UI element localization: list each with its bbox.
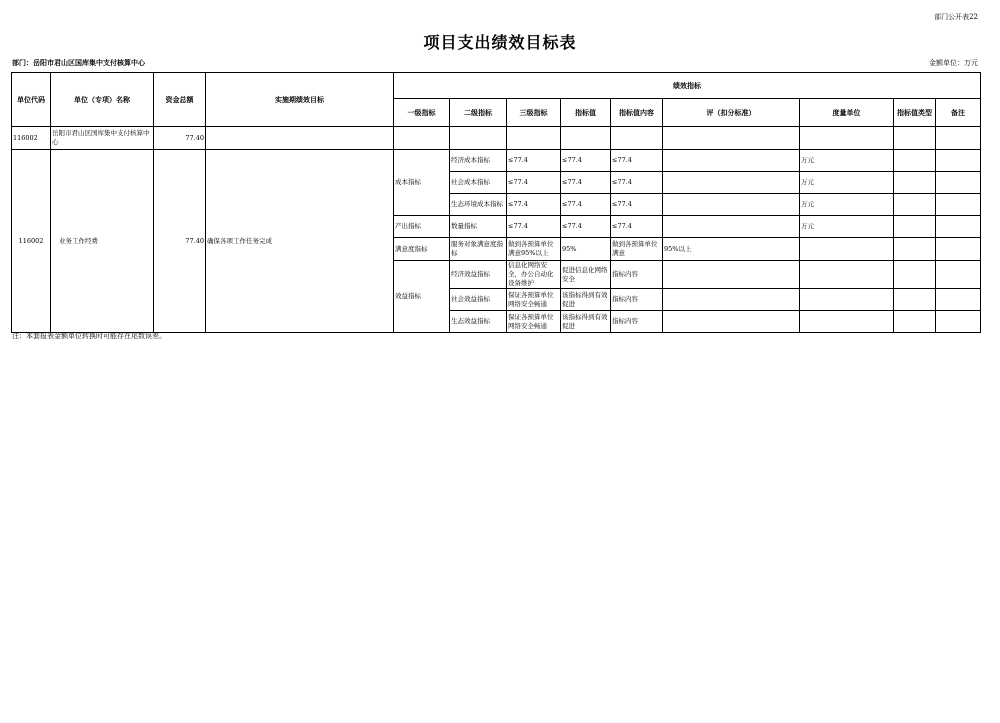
content-cell: 指标内容 (611, 289, 663, 311)
level1-cost: 成本指标 (394, 150, 450, 216)
level3-cell: ≤77.4 (507, 150, 561, 172)
level2-cell: 生态环境成本指标 (450, 194, 507, 216)
measure-cell (800, 289, 894, 311)
level1-satisfaction: 满意度指标 (394, 238, 450, 261)
header-unit-name: 单位（专项）名称 (51, 73, 154, 127)
header-level3: 三级指标 (507, 99, 561, 127)
criteria-cell (663, 289, 800, 311)
criteria-cell (663, 172, 800, 194)
page-title: 项目支出绩效目标表 (423, 33, 577, 52)
level3-cell: 保证各预算单位网络安全畅通 (507, 289, 561, 311)
measure-cell (800, 311, 894, 333)
content-cell: 做到各预算单位满意 (611, 238, 663, 261)
level2-cell: 数量指标 (450, 216, 507, 238)
table-row (12, 150, 981, 172)
value-cell: ≤77.4 (561, 216, 611, 238)
level2-cell: 社会效益指标 (450, 289, 507, 311)
measure-cell: 万元 (800, 216, 894, 238)
level2-cell: 社会成本指标 (450, 172, 507, 194)
value-cell: ≤77.4 (561, 194, 611, 216)
measure-cell (800, 261, 894, 289)
summary-row (12, 127, 981, 150)
performance-table (11, 72, 981, 333)
header-row-1 (12, 73, 981, 99)
level3-cell: 信息化网络安全，办公自动化设备维护 (507, 261, 561, 289)
header-goal: 实施期绩效目标 (206, 73, 394, 127)
header-content: 指标值内容 (611, 99, 663, 127)
content-cell: ≤77.4 (611, 172, 663, 194)
level2-cell: 服务对象满意度指标 (450, 238, 507, 261)
value-cell: ≤77.4 (561, 172, 611, 194)
criteria-cell (663, 261, 800, 289)
measure-cell (800, 238, 894, 261)
content-cell: ≤77.4 (611, 216, 663, 238)
level3-cell: ≤77.4 (507, 194, 561, 216)
level2-cell: 生态效益指标 (450, 311, 507, 333)
criteria-cell: 95%以上 (663, 238, 800, 261)
level3-cell: 做到各预算单位满意95%以上 (507, 238, 561, 261)
amount-unit-label: 金额单位：万元 (929, 59, 978, 67)
content-cell: 指标内容 (611, 261, 663, 289)
value-cell: 该指标得到有效促进 (561, 311, 611, 333)
level2-cell: 经济成本指标 (450, 150, 507, 172)
content-cell: 指标内容 (611, 311, 663, 333)
criteria-cell (663, 194, 800, 216)
header-criteria: 评（扣分标准） (663, 99, 800, 127)
department-label: 部门：岳阳市君山区国库集中支付核算中心 (12, 58, 145, 67)
project-code: 116002 (12, 150, 51, 333)
summary-amount: 77.40 (154, 127, 206, 150)
level1-benefit: 效益指标 (394, 261, 450, 333)
project-name: 业务工作经费 (51, 150, 154, 333)
criteria-cell (663, 150, 800, 172)
header-level1: 一级指标 (394, 99, 450, 127)
header-unit-code: 单位代码 (12, 73, 51, 127)
project-goal: 确保各项工作任务完成 (206, 150, 394, 333)
value-cell: 95% (561, 238, 611, 261)
level3-cell: 保证各预算单位网络安全畅通 (507, 311, 561, 333)
header-level2: 二级指标 (450, 99, 507, 127)
summary-code: 116002 (12, 127, 51, 150)
value-cell: 该指标得到有效促进 (561, 289, 611, 311)
value-cell: ≤77.4 (561, 150, 611, 172)
header-performance: 绩效指标 (394, 73, 981, 99)
value-cell: 促进信息化网络安全 (561, 261, 611, 289)
header-value: 指标值 (561, 99, 611, 127)
header-total-funds: 资金总额 (154, 73, 206, 127)
content-cell: ≤77.4 (611, 194, 663, 216)
project-amount: 77.40 (154, 150, 206, 333)
criteria-cell (663, 216, 800, 238)
measure-cell: 万元 (800, 172, 894, 194)
header-type: 指标值类型 (894, 99, 936, 127)
level3-cell: ≤77.4 (507, 216, 561, 238)
footnote: 注：本套报表金额单位转换时可能存在尾数误差。 (12, 332, 166, 340)
header-measure: 度量单位 (800, 99, 894, 127)
measure-cell: 万元 (800, 194, 894, 216)
header-remark: 备注 (936, 99, 981, 127)
content-cell: ≤77.4 (611, 150, 663, 172)
summary-name: 岳阳市君山区国库集中支付核算中心 (51, 127, 154, 150)
form-number-label: 部门公开表22 (934, 13, 978, 21)
criteria-cell (663, 311, 800, 333)
level2-cell: 经济效益指标 (450, 261, 507, 289)
measure-cell: 万元 (800, 150, 894, 172)
level1-output: 产出指标 (394, 216, 450, 238)
level3-cell: ≤77.4 (507, 172, 561, 194)
